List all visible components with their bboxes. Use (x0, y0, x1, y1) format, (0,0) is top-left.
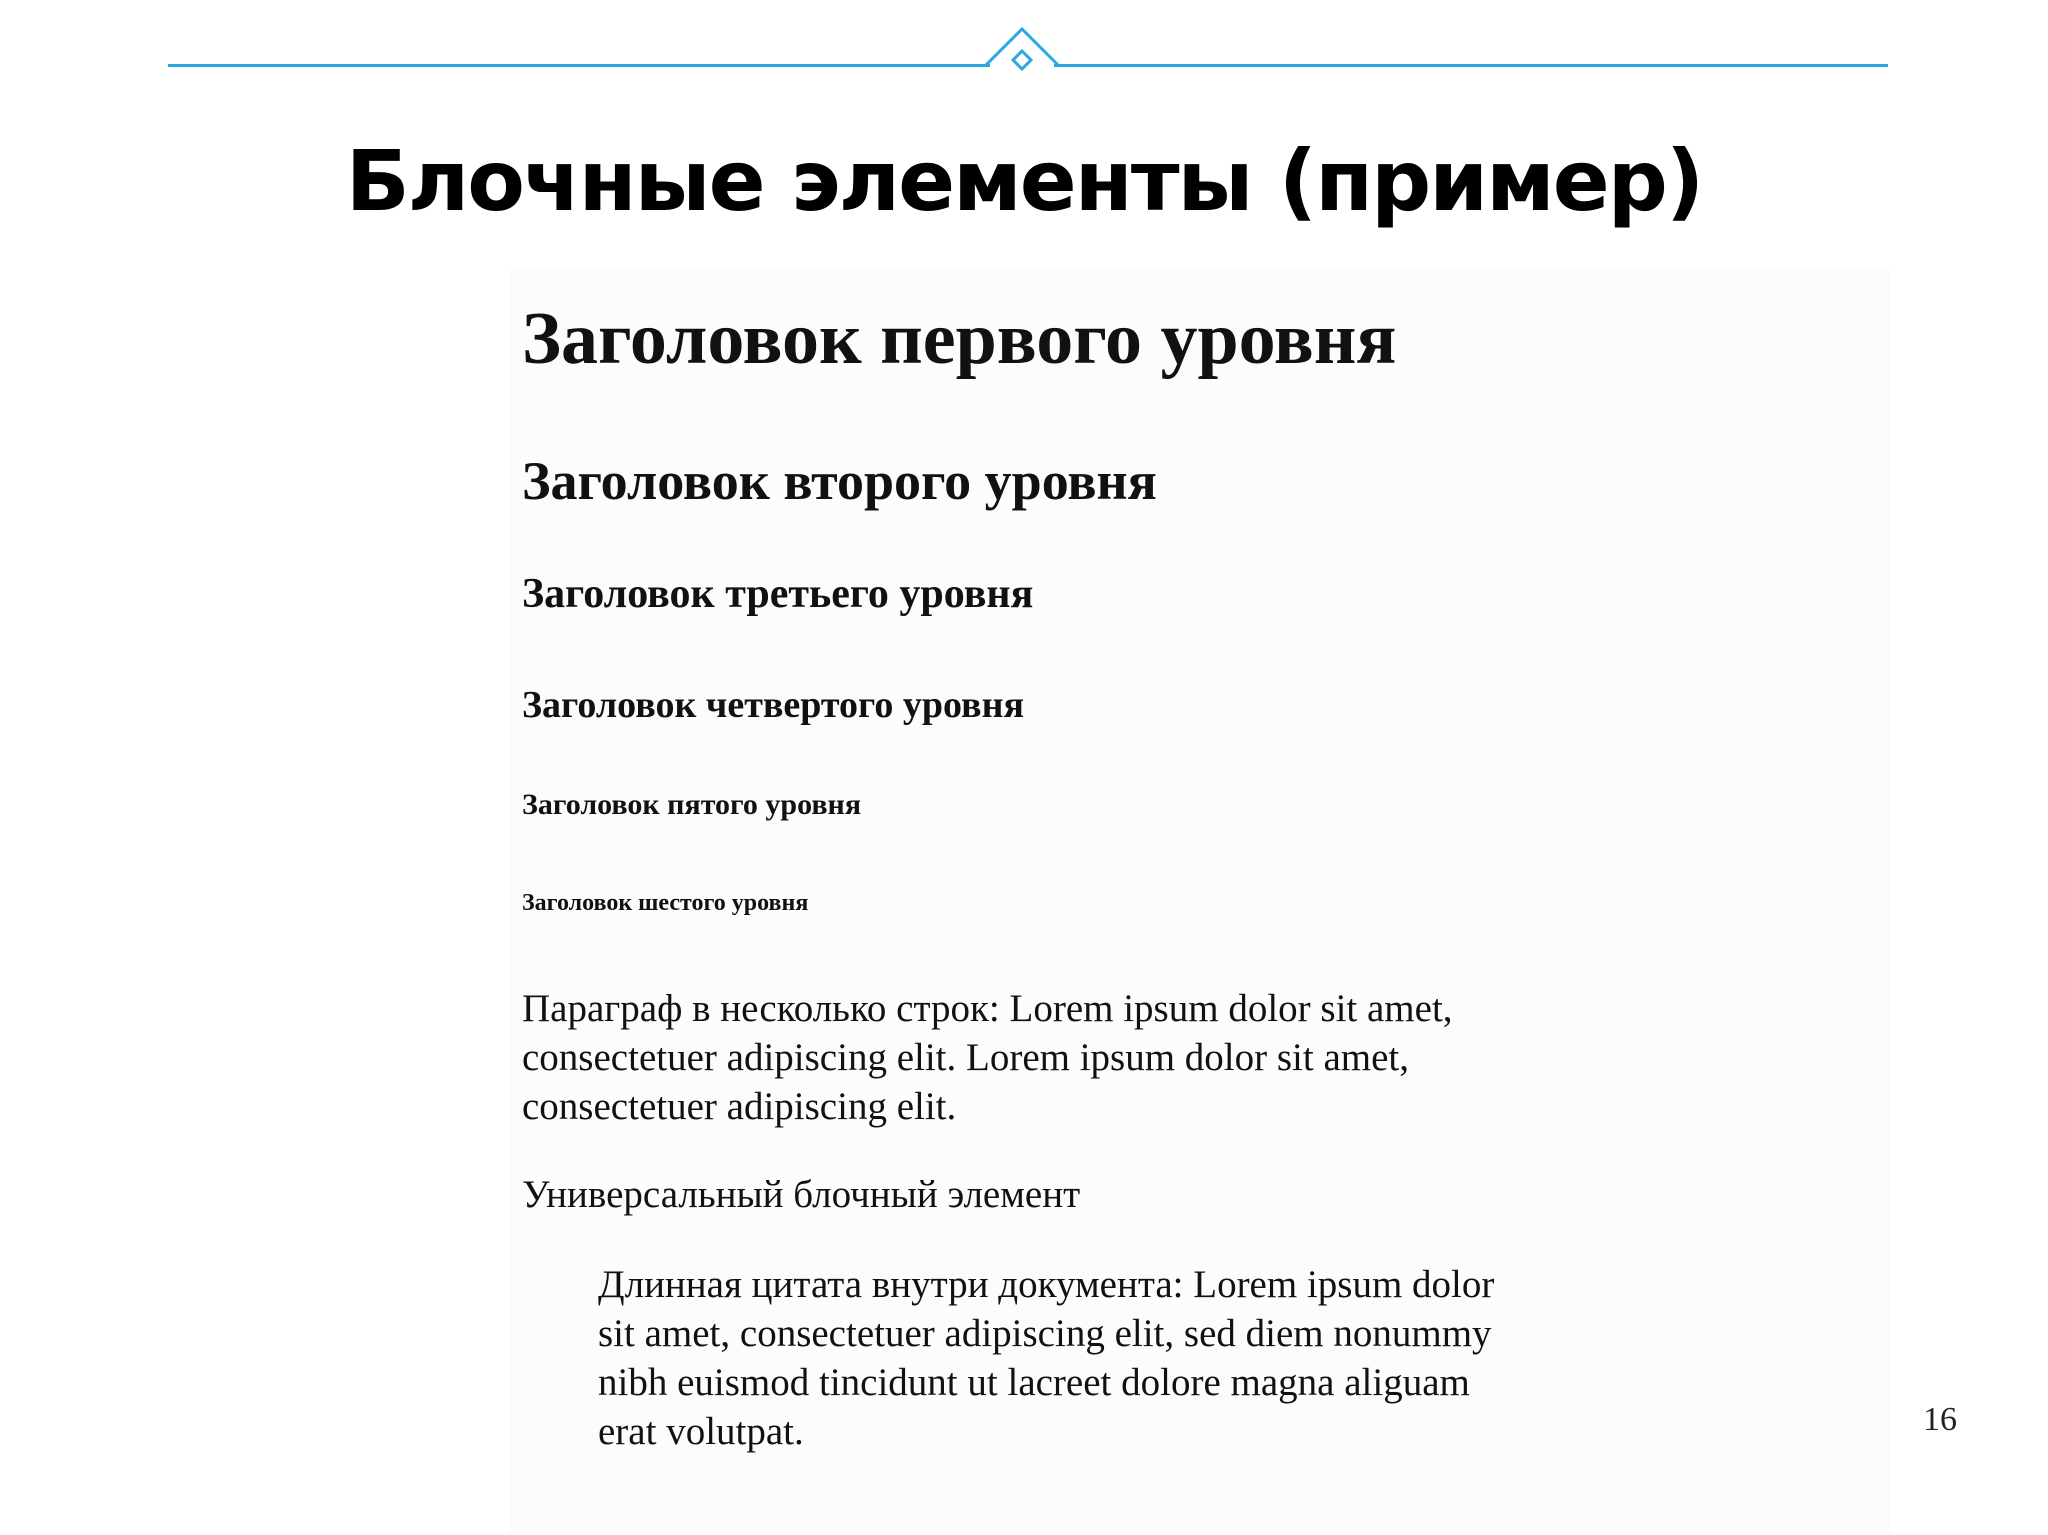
example-blockquote: Длинная цитата внутри документа: Lorem ipsum dolor sit amet, consectetuer adipiscing elit, sed diem nonummy nibh euismod tincidunt ut lacreet dolore magna aliguam erat volutpat. (598, 1263, 1495, 1453)
slide-title: Блочные элементы (пример) (345, 132, 1703, 230)
header-rule-left (168, 64, 990, 67)
heading-level-2: Заголовок второго уровня (522, 451, 1157, 511)
heading-level-5: Заголовок пятого уровня (522, 788, 862, 821)
heading-level-4: Заголовок четвертого уровня (522, 684, 1025, 726)
heading-level-6: Заголовок шестого уровня (522, 890, 809, 916)
example-paragraph: Параграф в несколько строк: Lorem ipsum dolor sit amet, consectetuer adipiscing elit. Lorem ipsum dolor sit amet, consectetuer adipiscing elit. (522, 987, 1453, 1128)
page-number: 16 (1923, 1401, 1957, 1438)
header-rule-right (1054, 64, 1888, 67)
example-screenshot (510, 270, 1890, 1535)
heading-level-3: Заголовок третьего уровня (522, 571, 1034, 617)
diamond-ornament-icon (985, 27, 1063, 71)
example-div: Универсальный блочный элемент (522, 1173, 1081, 1216)
heading-level-1: Заголовок первого уровня (522, 298, 1397, 380)
